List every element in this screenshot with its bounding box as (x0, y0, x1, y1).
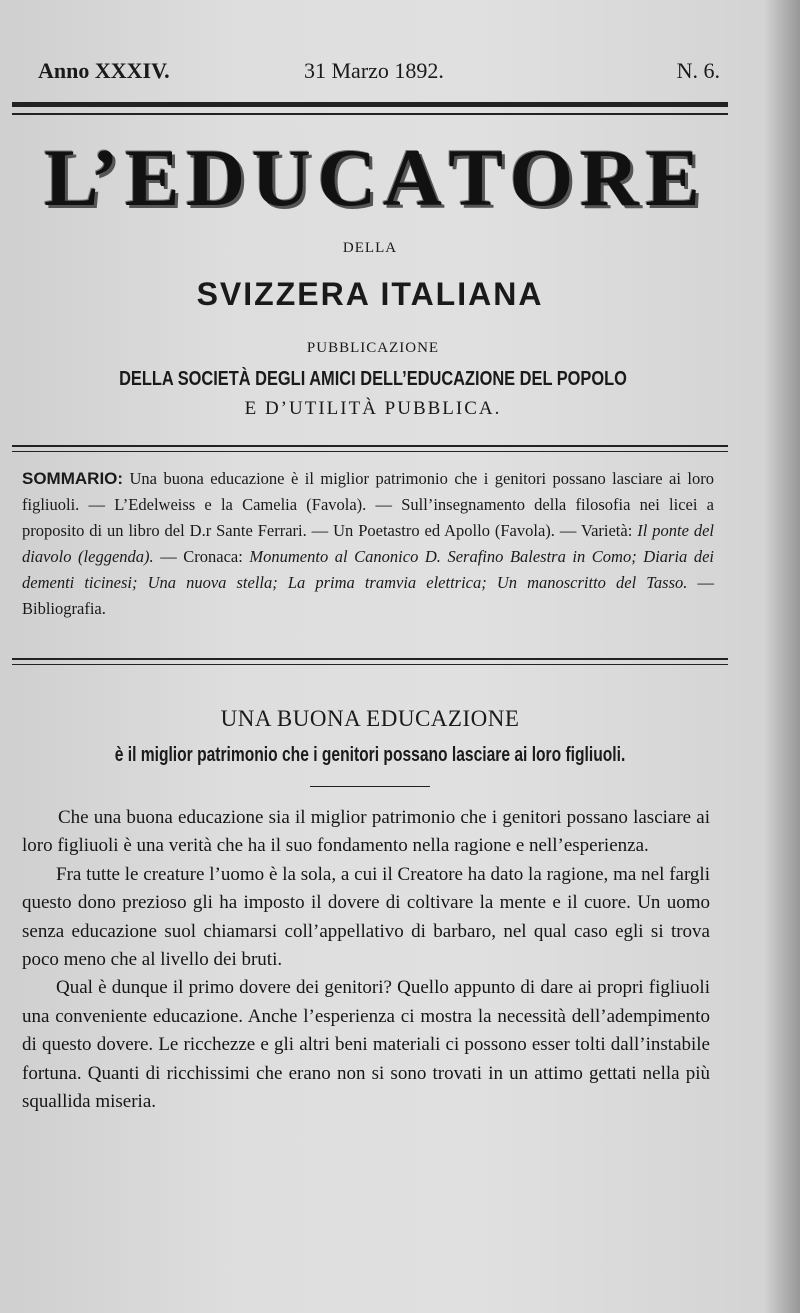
masthead-letter: U (251, 132, 311, 223)
summary-top-rule-thin (12, 451, 728, 452)
masthead-subtitle: SVIZZERA ITALIANA (196, 276, 544, 312)
summary-italic-legend: Il ponte del diavolo (leggenda). (22, 521, 714, 566)
society-name: DELLA SOCIETÀ DEGLI AMICI DELL’EDUCAZIONE DEL POPOLO (119, 368, 627, 390)
masthead-letter: T (448, 132, 504, 223)
top-rule-thick (12, 102, 728, 107)
page-edge-shadow (764, 0, 800, 1313)
table-of-contents (22, 466, 714, 622)
article-title: UNA BUONA EDUCAZIONE (220, 706, 520, 731)
masthead-letter: A (382, 132, 443, 223)
masthead-letter: E (645, 132, 700, 223)
article-subtitle: è il miglior patrimonio che i genitori possano lasciare ai loro figliuoli. (114, 744, 626, 766)
title-divider (310, 786, 430, 787)
public-utility-line: E D’UTILITÀ PUBBLICA. (244, 398, 502, 419)
summary-italic-cronaca: Monumento al Canonico D. Serafino Balestra in Como; Diaria dei dementi ticinesi; Una nuova stella; La prima tramvia elettrica; Un manoscritto del Tasso. (22, 547, 714, 592)
issue-year: Anno XXXIV. (38, 58, 170, 83)
masthead-letter: O (509, 132, 574, 223)
summary-label: SOMMARIO: (22, 469, 124, 488)
article-body (22, 804, 710, 1116)
summary-bottom-rule-thin (12, 664, 728, 665)
summary-text: Una buona educazione è il miglior patrimonio che i genitori possano lasciare ai loro figliuoli. — L’Edelweiss e la Camelia (Favola). — Sull’insegnamento della filosofia nei licei a proposito di un libro del D.r Sante Ferrari. — Un Poetastro ed Apollo (Favola). — Varietà: (22, 469, 714, 540)
summary-text-end: — Bibliografia. (22, 573, 714, 618)
masthead-title (44, 132, 700, 223)
publication-label: PUBBLICAZIONE (306, 340, 440, 356)
article-paragraph: Che una buona educazione sia il miglior patrimonio che i genitori possano lasciare ai loro figliuoli è una verità che ha il suo fondamento nella ragione e nell’esperienza. (22, 807, 710, 857)
masthead-letter: E (124, 132, 180, 223)
masthead-letter: R (579, 132, 639, 223)
masthead-letter: C (317, 132, 377, 223)
issue-number: N. 6. (676, 58, 720, 83)
masthead-letter: L’ (44, 132, 119, 223)
summary-bottom-rule (12, 658, 728, 660)
issue-line (38, 58, 720, 88)
masthead-letter: D (185, 132, 246, 223)
summary-text-cronaca: — Cronaca: (153, 547, 250, 566)
issue-date: 31 Marzo 1892. (304, 58, 444, 83)
masthead-della: DELLA (342, 240, 398, 256)
top-rule-thin (12, 113, 728, 115)
article-paragraph: Qual è dunque il primo dovere dei genitori? Quello appunto di dare ai propri figliuoli una conveniente educazione. Anche l’esperienza ci mostra la necessità dell’adempimento di questo dovere. Le ricchezze e gli altri beni materiali ci possono esser tolti dall’instabile fortuna. Quanti di ricchissimi che erano non si sono trovati in un attimo gettati nella più squallida miseria. (22, 977, 710, 1113)
summary-top-rule (12, 445, 728, 447)
article-paragraph: Fra tutte le creature l’uomo è la sola, a cui il Creatore ha dato la ragione, ma nel fargli questo dono prezioso gli ha imposto il dovere di coltivare la mente e il cuore. Un uomo senza educazione suol chiamarsi coll’appellativo di barbaro, nel qual caso egli si trova poco meno che al livello dei bruti. (22, 863, 710, 971)
